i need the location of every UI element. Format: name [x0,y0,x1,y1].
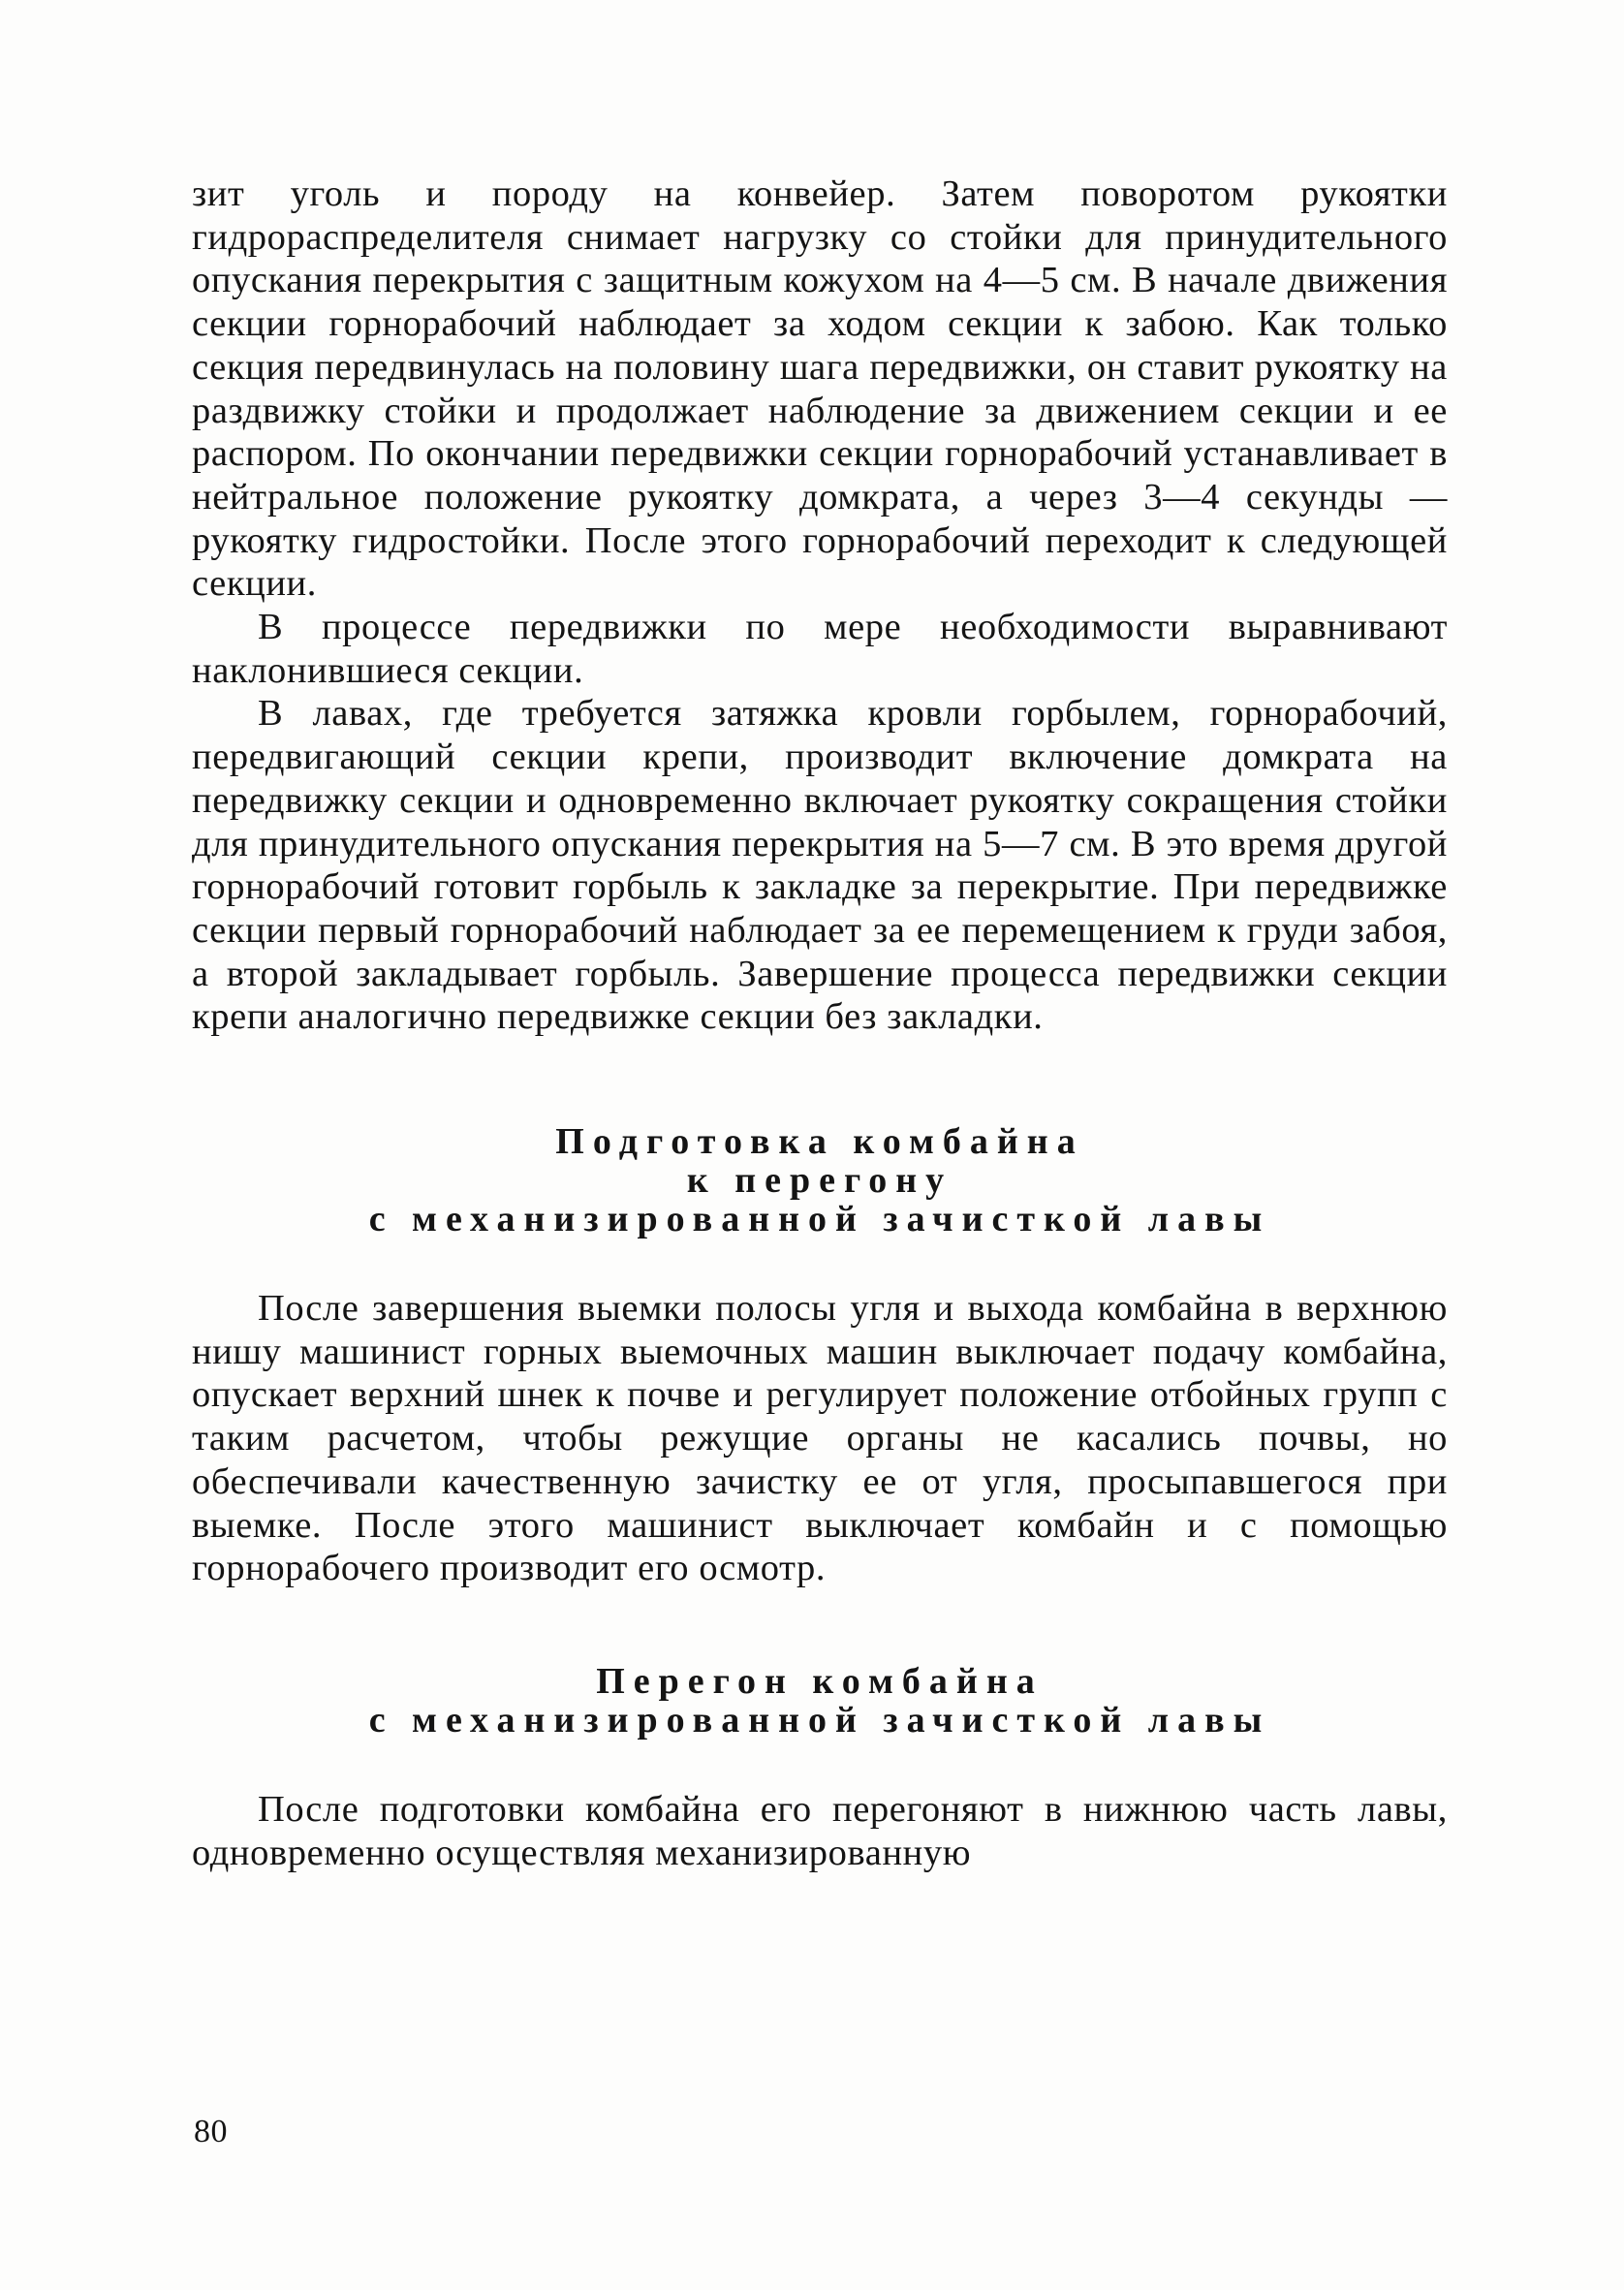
section-heading-preparation [192,1122,1448,1239]
heading-line: с механизированной зачисткой лавы [368,1699,1271,1741]
section-heading-transfer [192,1662,1448,1740]
paragraph-transfer: После подготовки комбайна его перегоняют в нижнюю часть лавы, одновременно осуществляя механизированную [192,1788,1448,1873]
page-number: 80 [194,2114,228,2149]
paragraph-continuation: зит уголь и породу на конвейер. Затем поворотом рукоятки гидрораспределителя снимает нагрузку со стойки для принудительного опускания перекрытия с защитным кожухом на 4—5 см. В начале движения секции горнорабочий наблюдает за ходом секции к забою. Как только секция передвинулась на половину шага передвижки, он ставит рукоятку на раздвижку стойки и продолжает наблюдение за движением секции и ее распором. По окончании передвижки секции горнорабочий устанавливает в нейтральное положение рукоятку домкрата, а через 3—4 секунды — рукоятку гидростойки. После этого горнорабочий переходит к следующей секции. [192,173,1448,605]
paragraph-preparation: После завершения выемки полосы угля и выхода комбайна в верхнюю нишу машинист горных выемочных машин выключает подачу комбайна, опускает верхний шнек к почве и регулирует положение отбойных групп с таким расчетом, чтобы режущие органы не касались почвы, но обеспечивали качественную зачистку ее от угля, просыпавшегося при выемке. После этого машинист выключает комбайн и с помощью горнорабочего производит его осмотр. [192,1288,1448,1589]
heading-line: Перегон комбайна [596,1660,1044,1702]
paragraph-alignment: В процессе передвижки по мере необходимости выравнивают наклонившиеся секции. [192,607,1448,691]
paragraph-roof-lagging: В лавах, где требуется затяжка кровли горбылем, горнорабочий, передвигающий секции крепи, производит включение домкрата на передвижку секции и одновременно включает рукоятку сокращения стойки для принудительного опускания перекрытия на 5—7 см. В это время другой горнорабочий готовит горбыль к закладке за перекрытие. При передвижке секции первый горнорабочий наблюдает за ее перемещением к груди забоя, а второй закладывает горбыль. Завершение процесса передвижки секции крепи аналогично передвижке секции без закладки. [192,693,1448,1038]
heading-line: с механизированной зачисткой лавы [368,1199,1271,1240]
heading-line: Подготовка комбайна [555,1121,1084,1163]
heading-line: к перегону [686,1160,953,1202]
text-column [192,173,1448,1874]
